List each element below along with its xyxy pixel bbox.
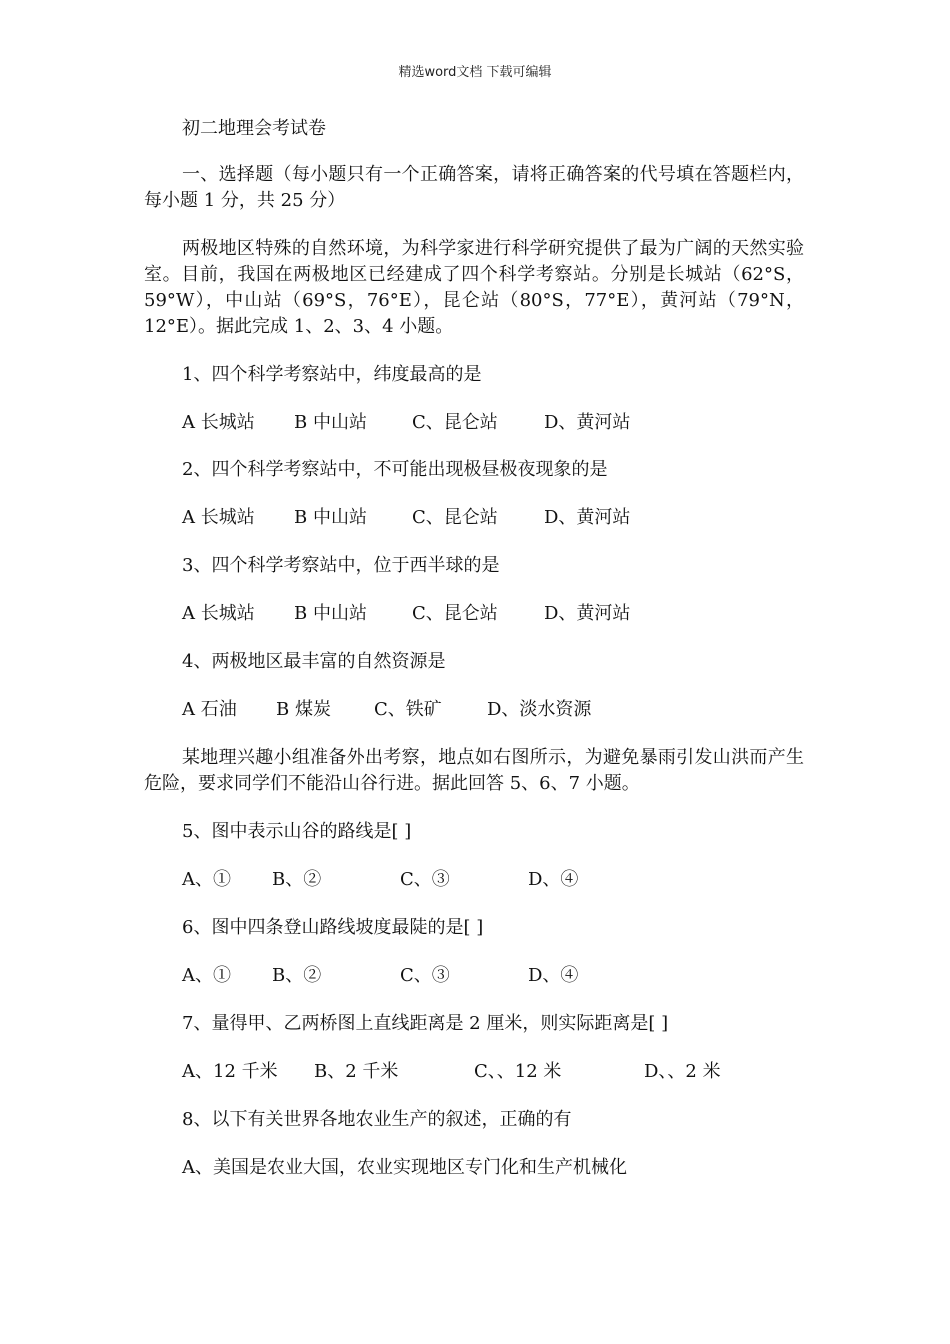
option-a: A 长城站 bbox=[182, 412, 255, 433]
option-c: C、昆仑站 bbox=[412, 412, 498, 433]
question-7: 7、量得甲、乙两桥图上直线距离是 2 厘米，则实际距离是[ ] bbox=[182, 1013, 669, 1034]
option-d: D、黄河站 bbox=[544, 412, 631, 433]
option-b: B、2 千米 bbox=[314, 1061, 399, 1082]
question-2: 2、四个科学考察站中，不可能出现极昼极夜现象的是 bbox=[182, 459, 608, 480]
option-d: D、淡水资源 bbox=[487, 699, 592, 720]
option-c: C、、12 米 bbox=[474, 1061, 562, 1082]
option-b: B 中山站 bbox=[294, 412, 367, 433]
q8-option-a: A、美国是农业大国，农业实现地区专门化和生产机械化 bbox=[182, 1157, 627, 1178]
question-8: 8、以下有关世界各地农业生产的叙述，正确的有 bbox=[182, 1109, 572, 1130]
option-b: B、② bbox=[272, 965, 322, 986]
option-d: D、④ bbox=[528, 869, 579, 890]
option-c: C、铁矿 bbox=[374, 699, 442, 720]
option-c: C、昆仑站 bbox=[412, 507, 498, 528]
option-b: B 中山站 bbox=[294, 603, 367, 624]
question-5: 5、图中表示山谷的路线是[ ] bbox=[182, 821, 412, 842]
question-4: 4、两极地区最丰富的自然资源是 bbox=[182, 651, 446, 672]
option-a: A 石油 bbox=[182, 699, 237, 720]
option-a: A、① bbox=[182, 965, 231, 986]
option-d: D、黄河站 bbox=[544, 507, 631, 528]
option-a: A 长城站 bbox=[182, 507, 255, 528]
option-b: B 煤炭 bbox=[276, 699, 331, 720]
option-d: D、、2 米 bbox=[644, 1061, 721, 1082]
option-a: A、12 千米 bbox=[182, 1061, 278, 1082]
option-b: B、② bbox=[272, 869, 322, 890]
option-d: D、黄河站 bbox=[544, 603, 631, 624]
question-1: 1、四个科学考察站中，纬度最高的是 bbox=[182, 364, 482, 385]
question-6: 6、图中四条登山路线坡度最陡的是[ ] bbox=[182, 917, 484, 938]
option-c: C、③ bbox=[400, 965, 450, 986]
option-b: B 中山站 bbox=[294, 507, 367, 528]
option-d: D、④ bbox=[528, 965, 579, 986]
option-c: C、③ bbox=[400, 869, 450, 890]
option-c: C、昆仑站 bbox=[412, 603, 498, 624]
section-heading: 一、选择题（每小题只有一个正确答案，请将正确答案的代号填在答题栏内，每小题 1 分，共 25 分） bbox=[144, 164, 804, 211]
question-3: 3、四个科学考察站中，位于西半球的是 bbox=[182, 555, 500, 576]
option-a: A、① bbox=[182, 869, 231, 890]
page-title: 初二地理会考试卷 bbox=[182, 118, 326, 139]
intro-paragraph-1: 两极地区特殊的自然环境，为科学家进行科学研究提供了最为广阔的天然实验室。目前，我国在两极地区已经建成了四个科学考察站。分别是长城站（62°S，59°W），中山站（69°S，76°E），昆仑站（80°S，77°E），黄河站（79°N，12°E）。据此完成 1、2、3、4 小题。 bbox=[144, 238, 804, 337]
option-a: A 长城站 bbox=[182, 603, 255, 624]
intro-paragraph-2: 某地理兴趣小组准备外出考察，地点如右图所示，为避免暴雨引发山洪而产生危险，要求同学们不能沿山谷行进。据此回答 5、6、7 小题。 bbox=[144, 747, 804, 794]
page-header: 精选word文档 下载可编辑 bbox=[398, 65, 552, 80]
